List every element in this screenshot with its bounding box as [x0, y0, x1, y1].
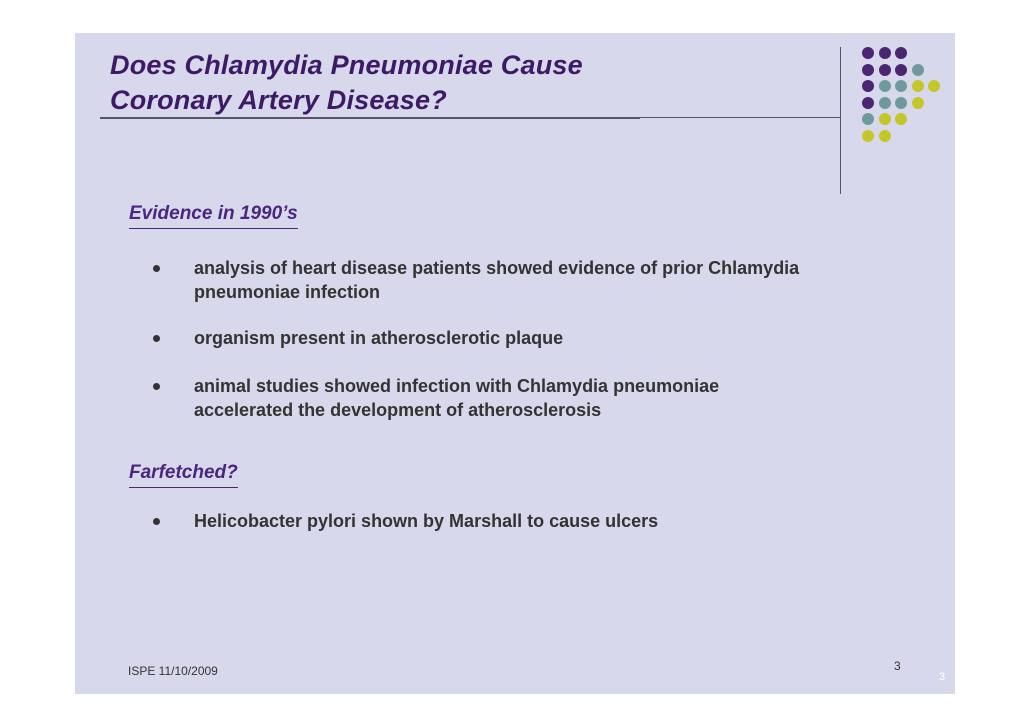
bullet-dot	[153, 265, 160, 272]
bullet-item	[194, 374, 914, 422]
decorative-dot	[862, 64, 874, 76]
slide-number: 3	[894, 659, 901, 673]
slide-background	[75, 33, 955, 694]
bullet-text-line: animal studies showed infection with Chlamydia pneumoniae	[194, 376, 720, 396]
bullet-text-line: analysis of heart disease patients showed evidence of prior Chlamydia	[194, 258, 800, 278]
bullet-item	[194, 326, 914, 350]
decorative-dot	[862, 113, 874, 125]
bullet-dot	[153, 335, 160, 342]
title-underline	[100, 117, 840, 118]
decorative-dot	[862, 80, 874, 92]
section-heading-farfetched: Farfetched?	[129, 462, 238, 488]
decorative-dot	[928, 80, 940, 92]
decorative-dot	[879, 130, 891, 142]
decorative-dot	[912, 64, 924, 76]
decorative-dot	[895, 47, 907, 59]
decorative-dot	[862, 130, 874, 142]
decorative-dot	[879, 80, 891, 92]
decorative-dot	[879, 97, 891, 109]
decorative-dot	[895, 113, 907, 125]
bullet-text-line: Helicobacter pylori shown by Marshall to cause ulcers	[194, 511, 659, 531]
bullet-text-line: accelerated the development of atherosclerosis	[194, 400, 602, 420]
footer-text: ISPE 11/10/2009	[128, 664, 218, 678]
title-line-1: Does Chlamydia Pneumoniae Cause	[110, 50, 583, 80]
decorative-dot	[895, 97, 907, 109]
title-underline-accent	[100, 117, 640, 119]
decorative-dot	[862, 97, 874, 109]
decorative-dot	[879, 113, 891, 125]
bullet-text-line: organism present in atherosclerotic plaque	[194, 328, 564, 348]
title-line-2: Coronary Artery Disease?	[110, 85, 447, 115]
slide-title	[110, 48, 583, 118]
bullet-dot	[153, 518, 160, 525]
bullet-item	[194, 256, 914, 304]
decorative-dot	[912, 97, 924, 109]
decorative-dot	[912, 80, 924, 92]
decorative-dot	[895, 80, 907, 92]
bullet-item	[194, 509, 914, 533]
decorative-dot	[879, 47, 891, 59]
bullet-text-line: pneumoniae infection	[194, 282, 381, 302]
decorative-dot	[862, 47, 874, 59]
section-heading-evidence: Evidence in 1990’s	[129, 203, 298, 229]
decorative-dot	[879, 64, 891, 76]
vertical-divider	[840, 47, 841, 194]
page-number: 3	[939, 671, 946, 683]
bullet-dot	[153, 383, 160, 390]
decorative-dot	[895, 64, 907, 76]
